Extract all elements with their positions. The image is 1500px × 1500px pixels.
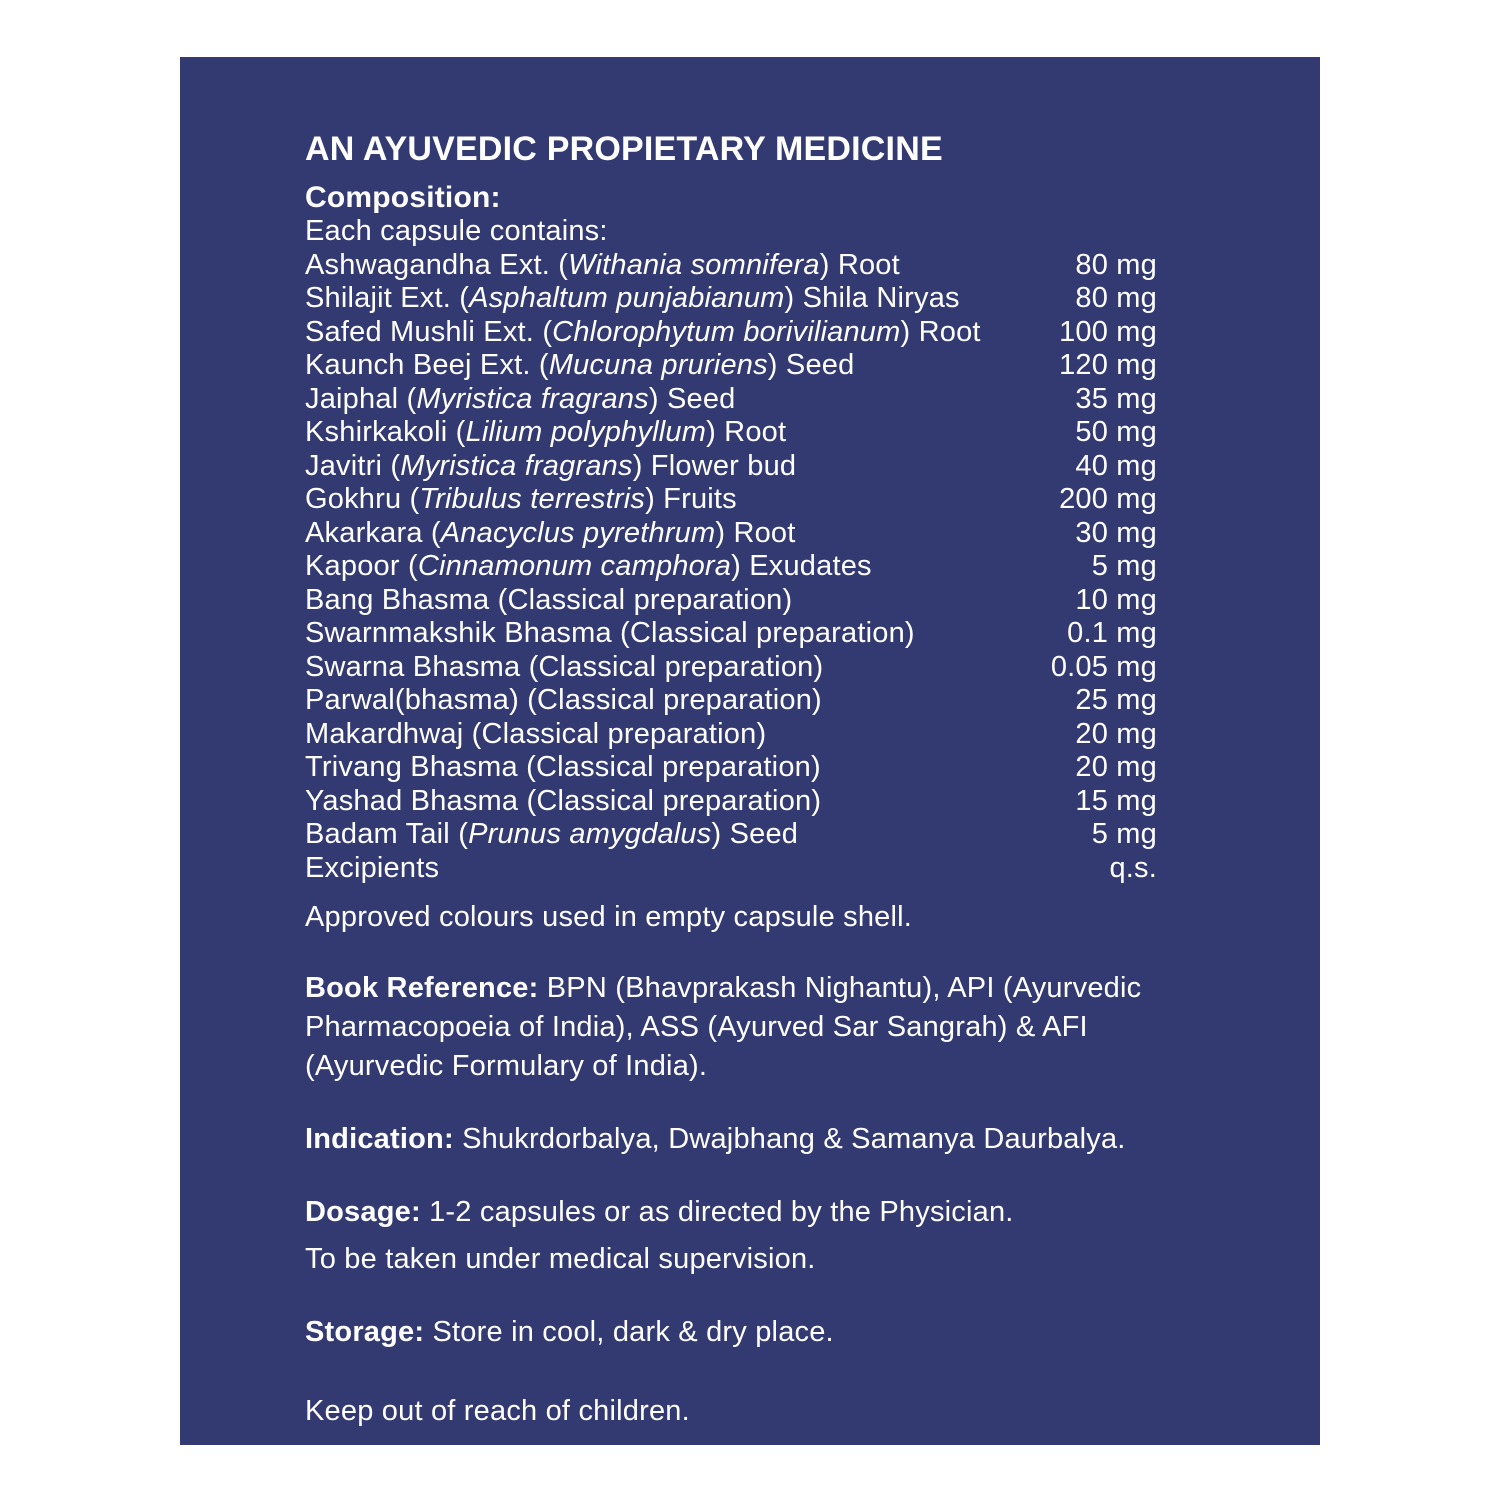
ingredient-name: Kapoor (Cinnamonum camphora) Exudates <box>305 550 872 582</box>
ingredient-row <box>305 316 1157 350</box>
ingredient-row <box>305 416 1157 450</box>
ingredient-amount: 40 mg <box>1075 449 1157 482</box>
page-title: AN AYUVEDIC PROPIETARY MEDICINE <box>305 130 943 168</box>
ingredient-row <box>305 852 1157 886</box>
ingredient-amount: 25 mg <box>1075 684 1157 716</box>
ingredient-row <box>305 349 1157 383</box>
ingredient-name: Parwal(bhasma) (Classical preparation) <box>305 684 822 716</box>
label-content <box>305 129 1157 1431</box>
ingredient-amount: 80 mg <box>1075 282 1157 314</box>
label-panel <box>180 57 1320 1445</box>
storage-text: Store in cool, dark & dry place. <box>432 1315 834 1348</box>
ingredient-amount: 5 mg <box>1091 818 1157 850</box>
composition-subheading: Each capsule contains: <box>305 215 608 247</box>
ingredient-amount: 20 mg <box>1075 717 1157 750</box>
storage-label: Storage: <box>305 1315 425 1348</box>
book-reference-text: BPN (Bhavprakash Nighantu), API (Ayurvedic Pharmacopoeia of India), ASS (Ayurved Sar Sangrah) & AFI (Ayurvedic Formulary of India). <box>305 971 1142 1082</box>
ingredient-name: Excipients <box>305 851 440 884</box>
storage-paragraph <box>305 1313 1157 1352</box>
ingredient-amount: 100 mg <box>1059 315 1157 348</box>
ingredient-row <box>305 249 1157 283</box>
ingredient-name: Makardhwaj (Classical preparation) <box>305 717 767 750</box>
ingredient-row <box>305 617 1157 651</box>
ingredient-row <box>305 818 1157 852</box>
ingredient-name: Shilajit Ext. (Asphaltum punjabianum) Shila Niryas <box>305 282 960 314</box>
ingredient-list <box>305 249 1157 886</box>
ingredient-row <box>305 751 1157 785</box>
ingredient-name: Safed Mushli Ext. (Chlorophytum borivilianum) Root <box>305 315 981 348</box>
ingredient-amount: q.s. <box>1109 851 1157 884</box>
ingredient-name: Akarkara (Anacyclus pyrethrum) Root <box>305 516 796 549</box>
ingredient-name: Kshirkakoli (Lilium polyphyllum) Root <box>305 416 787 448</box>
ingredient-amount: 20 mg <box>1075 751 1157 783</box>
ingredient-name: Gokhru (Tribulus terrestris) Fruits <box>305 483 737 515</box>
ingredient-amount: 30 mg <box>1075 516 1157 549</box>
ingredient-name: Ashwagandha Ext. (Withania somnifera) Root <box>305 248 900 281</box>
ingredient-amount: 0.05 mg <box>1050 650 1157 683</box>
book-reference-label: Book Reference: <box>305 971 539 1004</box>
ingredient-row <box>305 483 1157 517</box>
book-reference-paragraph <box>305 969 1157 1086</box>
ingredient-amount: 120 mg <box>1059 349 1157 381</box>
ingredient-row <box>305 684 1157 718</box>
capsule-shell-note: Approved colours used in empty capsule shell. <box>305 901 913 933</box>
composition-heading: Composition: <box>305 181 501 214</box>
ingredient-name: Kaunch Beej Ext. (Mucuna pruriens) Seed <box>305 349 855 381</box>
ingredient-row <box>305 785 1157 819</box>
ingredient-row <box>305 651 1157 685</box>
dosage-paragraph <box>305 1193 1157 1232</box>
ingredient-name: Bang Bhasma (Classical preparation) <box>305 583 793 616</box>
ingredient-row <box>305 383 1157 417</box>
indication-label: Indication: <box>305 1122 454 1155</box>
ingredient-row <box>305 282 1157 316</box>
dosage-text: 1-2 capsules or as directed by the Physician. <box>429 1195 1014 1228</box>
ingredient-amount: 10 mg <box>1075 583 1157 616</box>
ingredient-amount: 35 mg <box>1075 382 1157 415</box>
ingredient-row <box>305 450 1157 484</box>
ingredient-name: Badam Tail (Prunus amygdalus) Seed <box>305 818 799 850</box>
ingredient-amount: 5 mg <box>1091 550 1157 582</box>
keep-away-from-children-line: Keep out of reach of children. <box>305 1394 690 1427</box>
dosage-label: Dosage: <box>305 1195 421 1228</box>
ingredient-name: Javitri (Myristica fragrans) Flower bud <box>305 449 797 482</box>
dosage-supervision-line: To be taken under medical supervision. <box>305 1242 816 1275</box>
ingredient-name: Yashad Bhasma (Classical preparation) <box>305 784 822 817</box>
indication-paragraph <box>305 1120 1157 1159</box>
ingredient-amount: 200 mg <box>1059 483 1157 515</box>
indication-text: Shukrdorbalya, Dwajbhang & Samanya Daurbalya. <box>462 1122 1126 1155</box>
ingredient-amount: 80 mg <box>1075 248 1157 281</box>
ingredient-amount: 0.1 mg <box>1067 617 1157 649</box>
ingredient-row <box>305 718 1157 752</box>
ingredient-row <box>305 584 1157 618</box>
ingredient-amount: 50 mg <box>1075 416 1157 448</box>
ingredient-row <box>305 550 1157 584</box>
ingredient-name: Swarna Bhasma (Classical preparation) <box>305 650 824 683</box>
ingredient-name: Swarnmakshik Bhasma (Classical preparation) <box>305 617 915 649</box>
ingredient-name: Jaiphal (Myristica fragrans) Seed <box>305 382 736 415</box>
ingredient-row <box>305 517 1157 551</box>
ingredient-name: Trivang Bhasma (Classical preparation) <box>305 751 821 783</box>
ingredient-amount: 15 mg <box>1075 784 1157 817</box>
